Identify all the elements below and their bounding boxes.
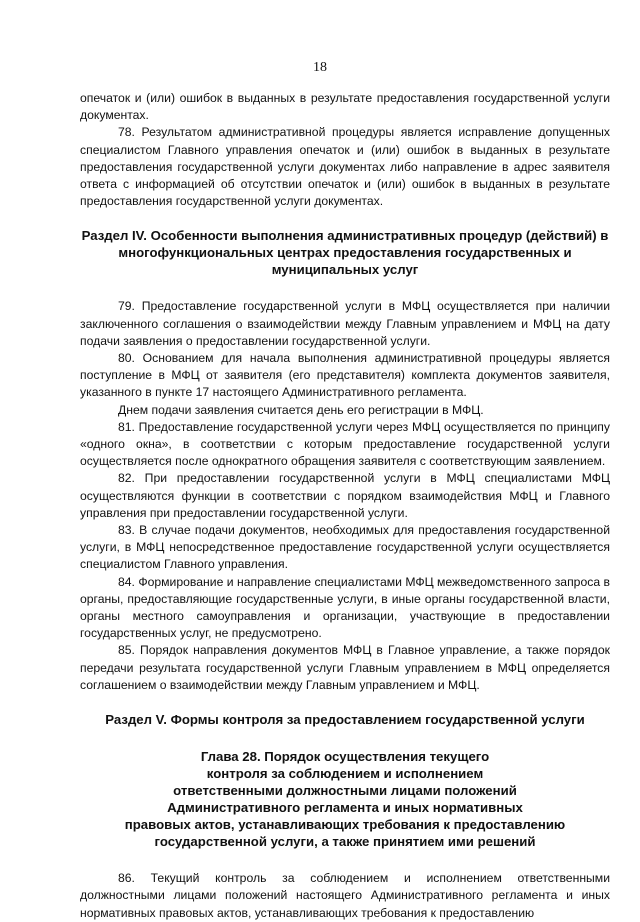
chapter-28-heading-line-5: правовых актов, устанавливающих требования к предоставлению [124, 817, 566, 833]
section-4-heading: Раздел IV. Особенности выполнения административных процедур (действий) в многофункциональных центрах предоставления государственных и муниципальных услуг [81, 228, 609, 278]
section-5-heading: Раздел V. Формы контроля за предоставлением государственной услуги [105, 712, 585, 728]
chapter-28-heading-line-3: ответственными должностными лицами положений [173, 783, 517, 799]
page-content [80, 90, 610, 922]
chapter-28-heading-line-2: контроля за соблюдением и исполнением [206, 766, 484, 782]
paragraph-86: 86. Текущий контроль за соблюдением и исполнением ответственными должностными лицами положений настоящего Административного регламента и иных нормативных правовых актов, устанавливающих требования к предоставлению [80, 871, 610, 920]
paragraph-84: 84. Формирование и направление специалистами МФЦ межведомственного запроса в органы, предоставляющие государственные услуги, в иные органы государственной власти, органы местного самоуправления и организации, участвующие в предоставлении государственных услуг, не предусмотрено. [80, 574, 610, 641]
paragraph-79: 79. Предоставление государственной услуги в МФЦ осуществляется при наличии заключенного соглашения о взаимодействии между Главным управлением и МФЦ на дату подачи заявления о предоставлении государственной услуги. [80, 299, 610, 348]
paragraph-78: 78. Результатом административной процедуры является исправление допущенных специалистом Главного управления опечаток и (или) ошибок в выданных в результате предоставления государственной услуги документах либо направление в адрес заявителя ответа с информацией об отсутствии опечаток и (или) ошибок в выданных в результате предоставления государственной услуги документах. [80, 125, 610, 209]
chapter-28-heading-line-4: Административного регламента и иных нормативных [167, 800, 523, 816]
chapter-28-heading-line-6: государственной услуги, а также принятием ими решений [154, 834, 536, 850]
paragraph-continuation: опечаток и (или) ошибок в выданных в результате предоставления государственной услуги документах. [80, 91, 610, 123]
paragraph-80: 80. Основанием для начала выполнения административной процедуры является поступление в МФЦ от заявителя (его представителя) комплекта документов заявителя, указанного в пункте 17 настоящего Административного регламента. [80, 351, 610, 400]
paragraph-filing-day: Днем подачи заявления считается день его регистрации в МФЦ. [118, 402, 484, 417]
chapter-28-heading-line-1: Глава 28. Порядок осуществления текущего [200, 749, 490, 765]
paragraph-82: 82. При предоставлении государственной услуги в МФЦ специалистами МФЦ осуществляются функции в соответствии с порядком взаимодействия МФЦ и Главного управления при предоставлении государственной услуги. [80, 471, 610, 520]
paragraph-81: 81. Предоставление государственной услуги через МФЦ осуществляется по принципу «одного окна», в соответствии с которым предоставление государственной услуги осуществляется после однократного обращения заявителя с соответствующим заявлением. [80, 419, 610, 469]
page-number: 18 [313, 60, 327, 75]
paragraph-83: 83. В случае подачи документов, необходимых для предоставления государственной услуги, в МФЦ непосредственное предоставление государственной услуги осуществляется специалистом Главного управления. [80, 523, 610, 572]
paragraph-85: 85. Порядок направления документов МФЦ в Главное управление, а также порядок передачи результата государственной услуги Главным управлением в МФЦ определяется соглашением о взаимодействии между Главным управлением и МФЦ. [80, 643, 610, 692]
